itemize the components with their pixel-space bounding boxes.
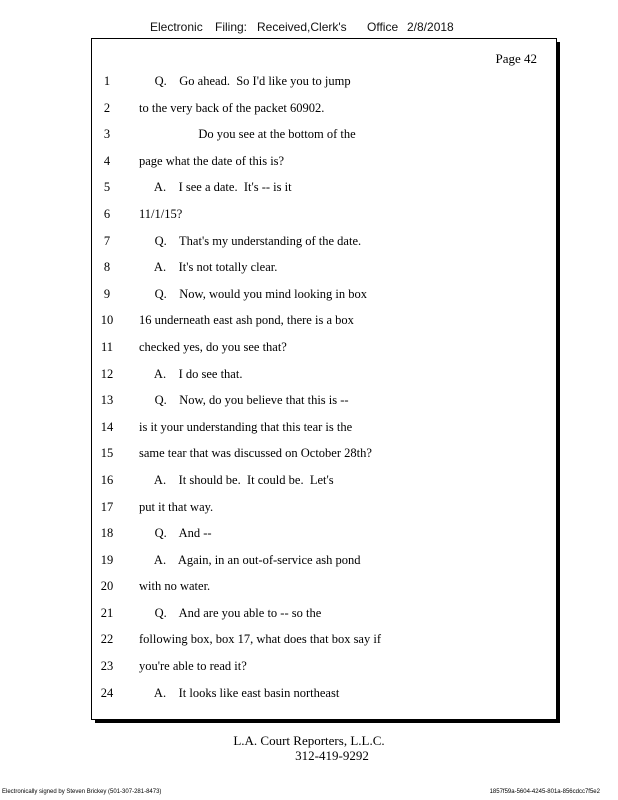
header-date: 2/8/2018: [407, 20, 454, 34]
line-text: A. I do see that.: [139, 366, 243, 381]
line-number: 6: [103, 206, 111, 221]
transcript-line: [0, 391, 618, 418]
line-text: you're able to read it?: [139, 659, 247, 674]
line-text: to the very back of the packet 60902.: [139, 100, 325, 115]
transcript-line: [0, 577, 618, 604]
footer-company: L.A. Court Reporters, L.L.C.: [233, 733, 385, 748]
line-number: 16: [100, 472, 114, 487]
line-number: 12: [100, 366, 114, 381]
transcript-line: [0, 72, 618, 99]
frame-shadow-bottom: [95, 720, 560, 723]
line-number: 22: [100, 632, 114, 647]
line-text: A. I see a date. It's -- is it: [139, 180, 292, 195]
line-text: checked yes, do you see that?: [139, 339, 287, 354]
line-text: Q. And are you able to -- so the: [139, 605, 322, 620]
line-text: is it your understanding that this tear is the: [139, 419, 353, 434]
line-text: A. It should be. It could be. Let's: [139, 472, 334, 487]
transcript-lines: [0, 72, 618, 710]
transcript-line: [0, 524, 618, 551]
transcript-line: [0, 258, 618, 285]
header-word-filing: Filing:: [215, 20, 248, 34]
line-text: Q. That's my understanding of the date.: [139, 233, 362, 248]
transcript-line: [0, 604, 618, 631]
line-number: 7: [103, 233, 111, 248]
transcript-line: [0, 418, 618, 445]
line-text: A. It's not totally clear.: [139, 260, 278, 275]
line-number: 8: [103, 260, 111, 275]
header-word-electronic: Electronic: [150, 20, 203, 34]
filing-header: [0, 20, 618, 36]
line-text: A. It looks like east basin northeast: [139, 685, 340, 700]
line-text: same tear that was discussed on October 28th?: [139, 446, 372, 461]
transcript-line: [0, 551, 618, 578]
line-number: 17: [100, 499, 114, 514]
line-number: 19: [100, 552, 114, 567]
line-number: 18: [100, 526, 114, 541]
transcript-line: [0, 285, 618, 312]
line-text: page what the date of this is?: [139, 153, 285, 168]
line-number: 15: [100, 446, 114, 461]
line-text: A. Again, in an out-of-service ash pond: [139, 552, 361, 567]
line-text: 11/1/15?: [139, 206, 183, 221]
transcript-line: [0, 630, 618, 657]
transcript-line: [0, 232, 618, 259]
transcript-line: [0, 178, 618, 205]
transcript-line: [0, 205, 618, 232]
line-text: put it that way.: [139, 499, 214, 514]
footer-phone: 312-419-9292: [295, 748, 369, 763]
line-text: with no water.: [139, 579, 211, 594]
transcript-line: [0, 152, 618, 179]
line-number: 20: [100, 579, 114, 594]
signature-right: 1857f59a-5604-4245-801a-856cdcc7f5e2: [489, 789, 600, 795]
line-text: Q. Now, do you believe that this is --: [139, 393, 349, 408]
line-number: 9: [103, 286, 111, 301]
line-number: 3: [103, 127, 111, 142]
page-number: Page 42: [495, 51, 537, 66]
transcript-line: [0, 657, 618, 684]
line-number: 5: [103, 180, 111, 195]
transcript-line: [0, 338, 618, 365]
line-number: 14: [100, 419, 114, 434]
line-number: 21: [100, 605, 114, 620]
line-number: 13: [100, 393, 114, 408]
line-number: 24: [100, 685, 114, 700]
line-number: 23: [100, 659, 114, 674]
line-text: following box, box 17, what does that box say if: [139, 632, 381, 647]
line-text: Q. And --: [139, 526, 212, 541]
line-number: 11: [100, 339, 114, 354]
line-number: 2: [103, 100, 111, 115]
transcript-line: [0, 125, 618, 152]
line-text: Q. Now, would you mind looking in box: [139, 286, 368, 301]
transcript-line: [0, 471, 618, 498]
footer: [0, 733, 618, 763]
transcript-line: [0, 684, 618, 711]
transcript-line: [0, 498, 618, 525]
line-text: 16 underneath east ash pond, there is a box: [139, 313, 354, 328]
transcript-line: [0, 444, 618, 471]
line-number: 10: [100, 313, 114, 328]
transcript-line: [0, 365, 618, 392]
line-text: Q. Go ahead. So I'd like you to jump: [139, 74, 351, 88]
header-word-office: Office: [367, 20, 399, 34]
transcript-line: [0, 311, 618, 338]
transcript-line: [0, 99, 618, 126]
line-number: 1: [103, 74, 111, 88]
header-word-received: Received,Clerk's: [257, 20, 347, 34]
signature-left: Electronically signed by Steven Brickey (501-307-281-8473): [2, 789, 162, 795]
line-text: Do you see at the bottom of the: [139, 127, 356, 142]
line-number: 4: [103, 153, 111, 168]
